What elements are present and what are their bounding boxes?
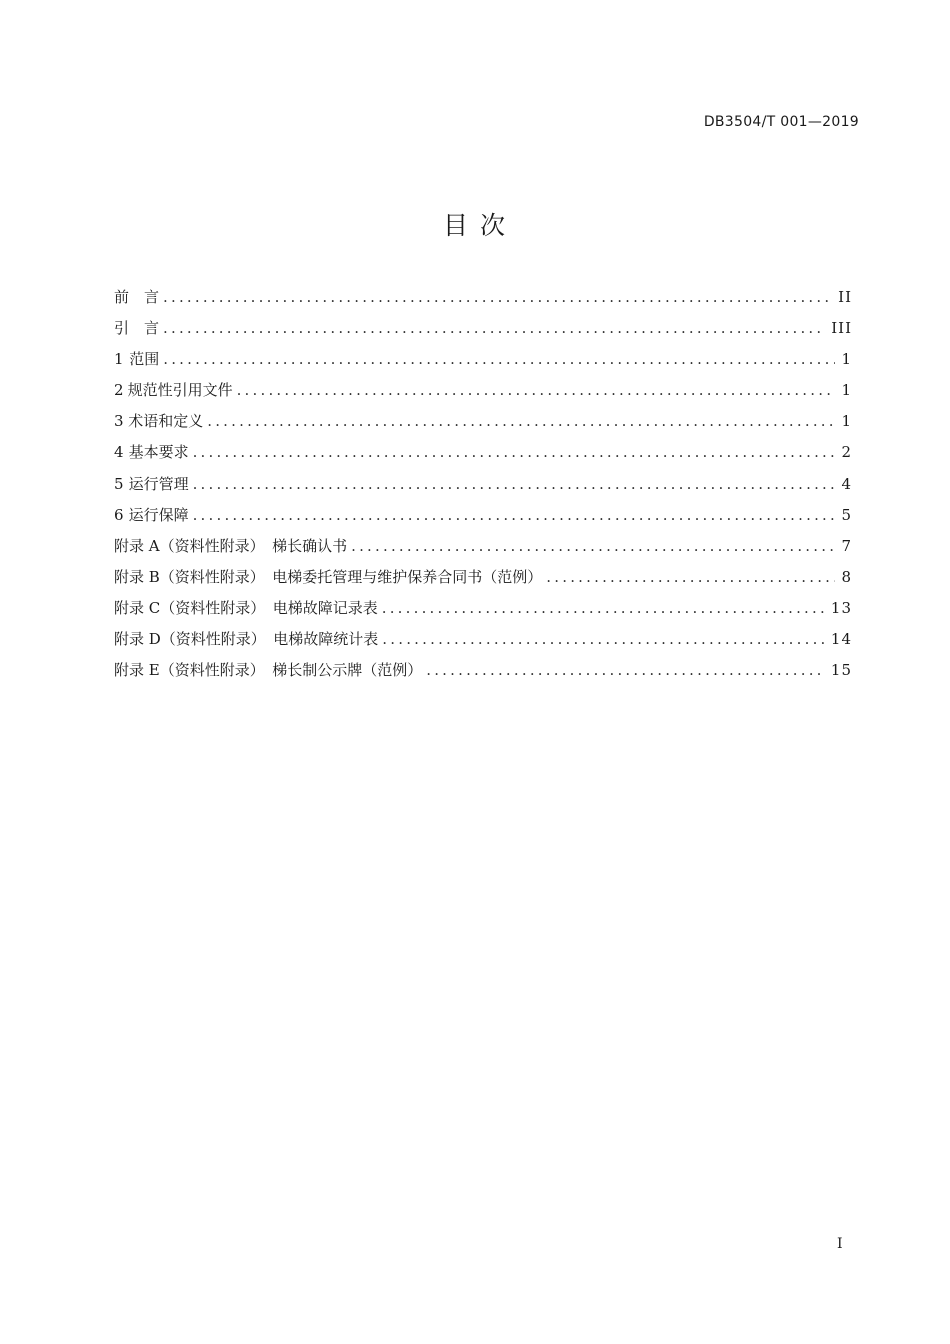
toc-item-page: 13 <box>830 598 852 617</box>
toc-item-page: 4 <box>841 474 852 493</box>
toc-item-label: 术语和定义 <box>128 412 204 431</box>
toc-item-scope[interactable] <box>114 348 852 379</box>
toc-item-number: 1 <box>114 350 124 369</box>
toc-item-number: 4 <box>114 443 124 462</box>
toc-item-appendix-b[interactable] <box>114 566 852 597</box>
toc-item-label: 运行管理 <box>128 474 189 493</box>
toc-item-page: 15 <box>830 661 852 680</box>
toc-item-page: 1 <box>841 381 852 400</box>
toc-item-number: 5 <box>114 474 124 493</box>
toc-item-label: 附录 A（资料性附录） 梯长确认书 <box>114 536 348 555</box>
toc-item-label: 附录 B（资料性附录） 电梯委托管理与维护保养合同书（范例） <box>114 567 543 586</box>
toc-leader-dots <box>426 661 825 679</box>
toc-item-page: 1 <box>841 350 852 369</box>
toc-item-label: 附录 D（资料性附录） 电梯故障统计表 <box>114 630 379 649</box>
toc-item-operation-support[interactable] <box>114 504 852 535</box>
toc-item-operation-management[interactable] <box>114 473 852 504</box>
toc-item-page: 14 <box>830 630 852 649</box>
toc-item-page: 8 <box>841 567 852 586</box>
toc-item-label: 运行保障 <box>128 505 189 524</box>
toc-leader-dots <box>207 412 835 430</box>
toc-leader-dots <box>382 630 825 648</box>
toc-item-label: 附录 E（资料性附录） 梯长制公示牌（范例） <box>114 661 423 680</box>
page-number: I <box>837 1236 843 1252</box>
toc-leader-dots <box>193 475 836 493</box>
toc-item-label: 引 言 <box>114 319 160 338</box>
toc-item-terms-definitions[interactable] <box>114 410 852 441</box>
toc-leader-dots <box>163 350 835 368</box>
toc-item-number: 6 <box>114 505 124 524</box>
toc-leader-dots <box>163 319 825 337</box>
toc-leader-dots <box>163 288 832 306</box>
toc-item-page: 2 <box>841 443 852 462</box>
toc-item-label: 规范性引用文件 <box>127 381 233 400</box>
toc-item-page: III <box>831 319 852 338</box>
toc-item-number: 2 <box>114 381 124 400</box>
toc-leader-dots <box>237 381 836 399</box>
toc-item-label: 范围 <box>129 350 160 369</box>
toc-item-label: 附录 C（资料性附录） 电梯故障记录表 <box>114 598 378 617</box>
toc-title: 目 次 <box>443 211 507 240</box>
toc-item-page: 7 <box>841 536 852 555</box>
toc-item-appendix-a[interactable] <box>114 535 852 566</box>
toc-leader-dots <box>382 599 825 617</box>
toc-item-normative-references[interactable] <box>114 379 852 410</box>
document-code: DB3504/T 001—2019 <box>703 114 859 130</box>
toc-item-page: II <box>838 288 852 306</box>
toc-item-appendix-e[interactable] <box>114 659 852 690</box>
toc-item-introduction[interactable] <box>114 317 852 348</box>
toc-item-foreword[interactable] <box>114 286 852 317</box>
toc-leader-dots <box>546 568 835 586</box>
toc-leader-dots <box>351 537 835 555</box>
toc-leader-dots <box>193 443 836 461</box>
toc-item-label: 前 言 <box>114 288 160 306</box>
toc-list <box>114 286 852 690</box>
toc-item-appendix-d[interactable] <box>114 628 852 659</box>
toc-item-label: 基本要求 <box>128 443 189 462</box>
toc-item-number: 3 <box>114 412 124 431</box>
toc-item-page: 5 <box>841 505 852 524</box>
toc-item-appendix-c[interactable] <box>114 597 852 628</box>
toc-item-basic-requirements[interactable] <box>114 441 852 472</box>
toc-item-page: 1 <box>841 412 852 431</box>
toc-leader-dots <box>193 506 836 524</box>
